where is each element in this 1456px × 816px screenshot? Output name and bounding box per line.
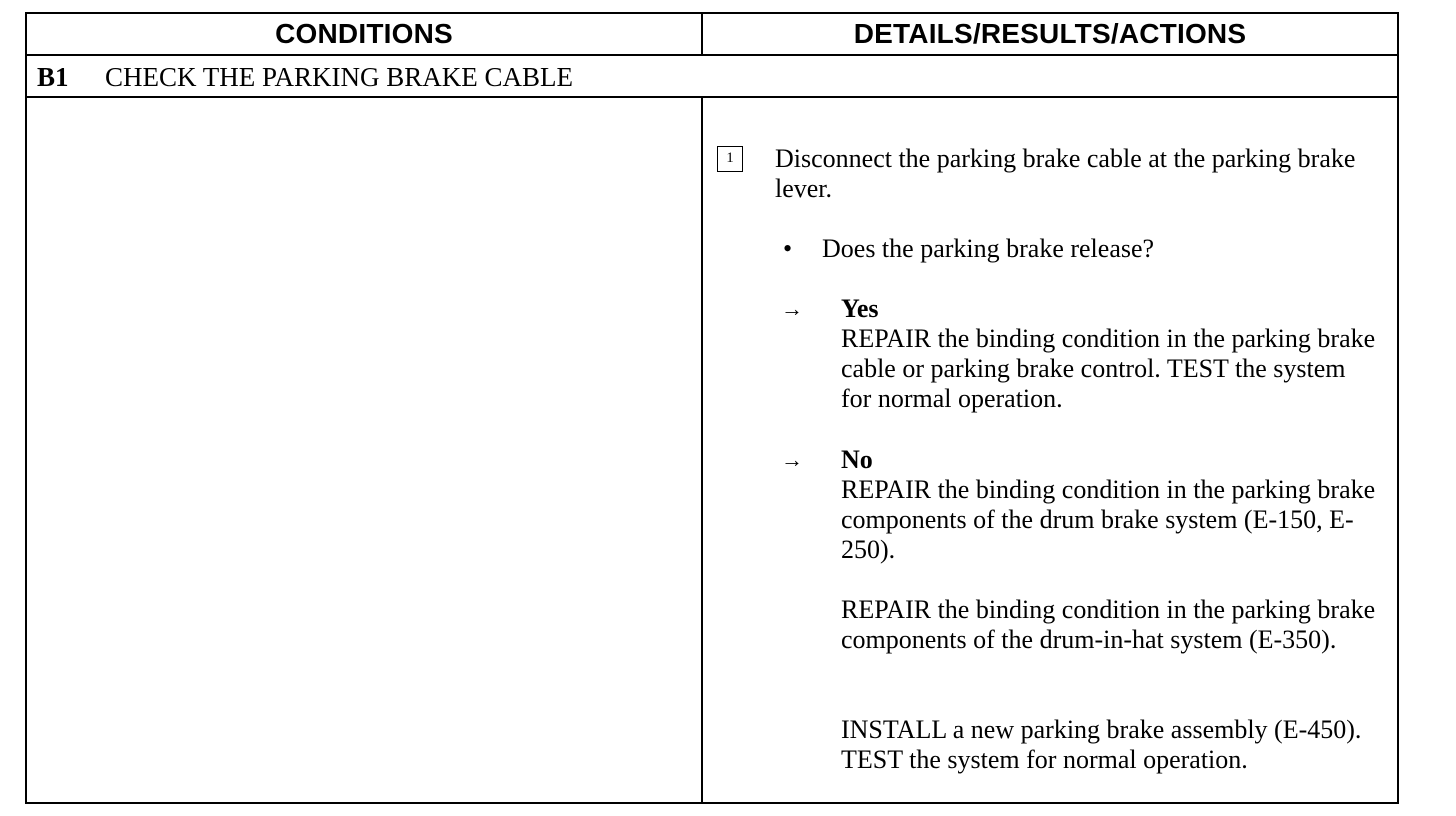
step-title-row xyxy=(27,56,1397,98)
instruction-text: Disconnect the parking brake cable at the parking brake lever. xyxy=(775,144,1356,203)
diagnostic-table xyxy=(25,12,1399,804)
no-label: No xyxy=(841,445,873,474)
no-action-text-3: INSTALL a new parking brake assembly (E-450). TEST the system for normal operation. xyxy=(841,715,1362,774)
yes-arrow-icon: → xyxy=(781,296,803,321)
no-arrow-icon: → xyxy=(781,447,803,472)
yes-action-text: REPAIR the binding condition in the parking brake cable or parking brake control. TEST the system for normal operation. xyxy=(841,324,1376,413)
bullet-icon: • xyxy=(783,234,793,263)
conditions-header: CONDITIONS xyxy=(27,14,703,54)
no-action-text-1: REPAIR the binding condition in the parking brake components of the drum brake system (E-150, E-250). xyxy=(841,475,1376,564)
details-header: DETAILS/RESULTS/ACTIONS xyxy=(853,18,1247,49)
no-action-text-2: REPAIR the binding condition in the parking brake components of the drum-in-hat system (E-350). xyxy=(841,595,1376,654)
table-header-row xyxy=(27,14,1397,56)
yes-label: Yes xyxy=(841,294,879,323)
step-number-box: 1 xyxy=(717,146,743,172)
question-text: Does the parking brake release? xyxy=(822,234,1155,263)
details-cell xyxy=(703,98,1397,802)
step-title: CHECK THE PARKING BRAKE CABLE xyxy=(105,62,574,92)
conditions-cell xyxy=(27,98,703,802)
step-id: B1 xyxy=(37,62,69,92)
